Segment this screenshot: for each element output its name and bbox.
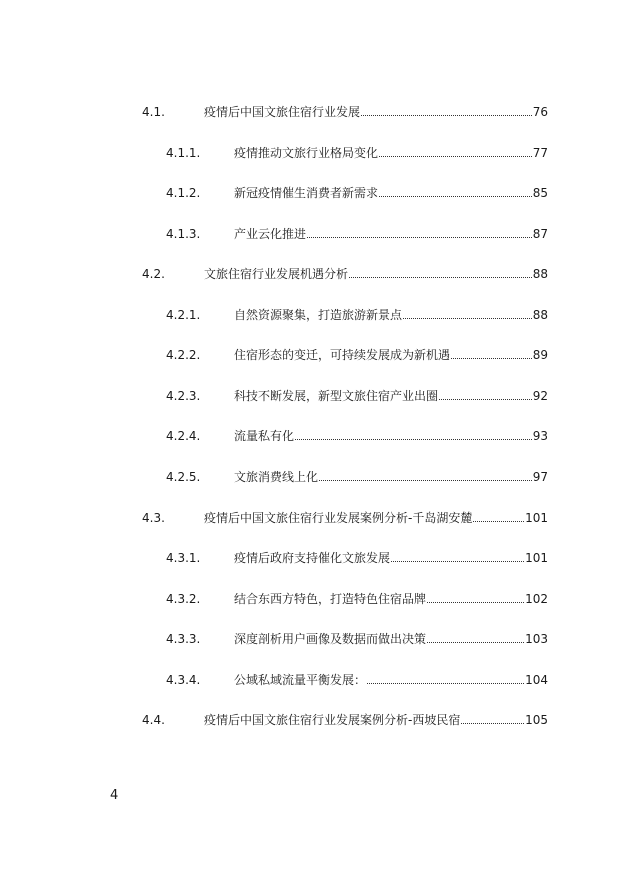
- toc-entry[interactable]: [166, 670, 548, 690]
- toc-entry-title: 科技不断发展，新型文旅住宿产业出圈: [234, 389, 439, 403]
- toc-entry-page: 101: [525, 551, 548, 565]
- dot-leader: [403, 317, 532, 319]
- toc-entry[interactable]: [142, 508, 548, 528]
- toc-entry-number: 4.3.: [142, 511, 165, 525]
- toc-entry-number: 4.2.1.: [166, 308, 201, 322]
- toc-entry-page: 93: [532, 429, 548, 443]
- dot-leader: [427, 601, 524, 603]
- toc-entry-page: 77: [532, 146, 548, 160]
- toc-entry-page: 97: [532, 470, 548, 484]
- toc-entry-number: 4.3.2.: [166, 592, 201, 606]
- toc-entry-title: 疫情后中国文旅住宿行业发展: [204, 105, 361, 119]
- toc-entry-title: 疫情后中国文旅住宿行业发展案例分析-西坡民宿: [204, 713, 461, 727]
- toc-entry[interactable]: [166, 183, 548, 203]
- toc-entry-page: 87: [532, 227, 548, 241]
- toc-entry-number: 4.2.5.: [166, 470, 201, 484]
- toc-entry-number: 4.4.: [142, 713, 165, 727]
- toc-entry-number: 4.2.3.: [166, 389, 201, 403]
- toc-entry-page: 88: [532, 267, 548, 281]
- dot-leader: [361, 114, 532, 116]
- toc-entry[interactable]: [166, 467, 548, 487]
- dot-leader: [473, 520, 524, 522]
- toc-entry[interactable]: [166, 224, 548, 244]
- toc-entry-page: 101: [525, 511, 548, 525]
- toc-entry-number: 4.2.4.: [166, 429, 201, 443]
- toc-entry[interactable]: [166, 548, 548, 568]
- toc-entry-page: 88: [532, 308, 548, 322]
- toc-entry-number: 4.1.1.: [166, 146, 201, 160]
- toc-entry-number: 4.1.2.: [166, 186, 201, 200]
- toc-entry[interactable]: [142, 264, 548, 284]
- toc-entry-title: 新冠疫情催生消费者新需求: [234, 186, 379, 200]
- toc-entry-title: 深度剖析用户画像及数据而做出决策: [234, 632, 427, 646]
- dot-leader: [307, 236, 532, 238]
- toc-entry[interactable]: [142, 102, 548, 122]
- toc-entry-page: 104: [525, 673, 548, 687]
- toc-entry-number: 4.3.3.: [166, 632, 201, 646]
- dot-leader: [349, 276, 532, 278]
- toc-entry[interactable]: [166, 143, 548, 163]
- toc-entry-number: 4.3.1.: [166, 551, 201, 565]
- toc-entry-title: 疫情推动文旅行业格局变化: [234, 146, 379, 160]
- toc-entry-number: 4.1.3.: [166, 227, 201, 241]
- toc-entry-title: 结合东西方特色，打造特色住宿品牌: [234, 592, 427, 606]
- toc-entry[interactable]: [166, 345, 548, 365]
- toc-entry-number: 4.1.: [142, 105, 165, 119]
- toc-entry-title: 产业云化推进: [234, 227, 307, 241]
- toc-entry[interactable]: [166, 426, 548, 446]
- toc-entry-number: 4.2.: [142, 267, 165, 281]
- toc-entry-page: 102: [525, 592, 548, 606]
- toc-entry[interactable]: [142, 710, 548, 730]
- toc-entry-page: 76: [532, 105, 548, 119]
- toc-entry-title: 疫情后中国文旅住宿行业发展案例分析-千岛湖安麓: [204, 511, 473, 525]
- dot-leader: [379, 195, 532, 197]
- toc-entry-title: 文旅住宿行业发展机遇分析: [204, 267, 349, 281]
- dot-leader: [391, 560, 524, 562]
- dot-leader: [379, 155, 532, 157]
- dot-leader: [439, 398, 532, 400]
- toc-entry-page: 103: [525, 632, 548, 646]
- toc-entry[interactable]: [166, 386, 548, 406]
- toc-entry-title: 疫情后政府支持催化文旅发展: [234, 551, 391, 565]
- dot-leader: [367, 682, 524, 684]
- toc-entry-title: 住宿形态的变迁，可持续发展成为新机遇: [234, 348, 451, 362]
- toc-entry-page: 92: [532, 389, 548, 403]
- toc-entry[interactable]: [166, 589, 548, 609]
- toc-entry-number: 4.3.4.: [166, 673, 201, 687]
- page-number: 4: [110, 788, 119, 803]
- toc-entry-page: 105: [525, 713, 548, 727]
- dot-leader: [319, 479, 532, 481]
- toc-entry-page: 89: [532, 348, 548, 362]
- toc-entry-title: 公域私域流量平衡发展：: [234, 673, 367, 687]
- toc-entry-title: 自然资源聚集，打造旅游新景点: [234, 308, 403, 322]
- toc-entry-number: 4.2.2.: [166, 348, 201, 362]
- toc-entry-title: 文旅消费线上化: [234, 470, 319, 484]
- dot-leader: [461, 722, 524, 724]
- toc-entry-title: 流量私有化: [234, 429, 295, 443]
- toc-entry[interactable]: [166, 305, 548, 325]
- toc-entry-page: 85: [532, 186, 548, 200]
- toc-entry[interactable]: [166, 629, 548, 649]
- dot-leader: [451, 357, 532, 359]
- dot-leader: [427, 641, 524, 643]
- dot-leader: [295, 438, 532, 440]
